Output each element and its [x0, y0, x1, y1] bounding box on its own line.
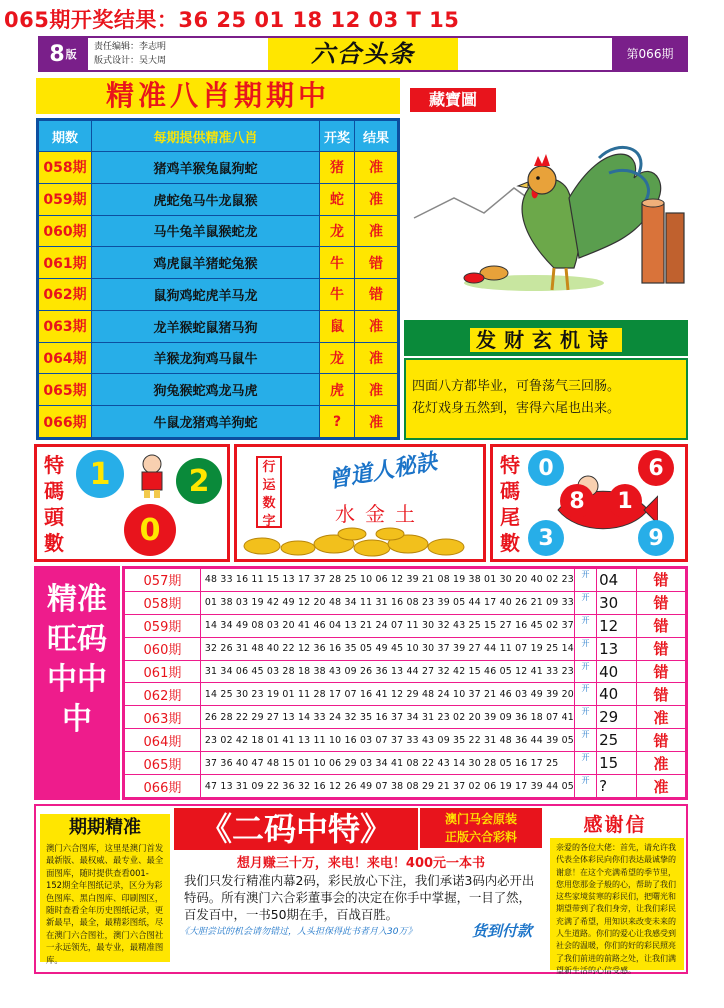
row-zodiacs: 龙羊猴蛇鼠猪马狗	[92, 310, 320, 342]
row-open: 牛	[320, 247, 355, 279]
table-row	[39, 374, 398, 406]
table-row	[125, 660, 686, 683]
tail-ball-5: 3	[528, 520, 564, 556]
row-result: 错	[637, 637, 686, 660]
gold-ingots-illustration	[240, 522, 480, 558]
row-period: 065期	[125, 752, 201, 775]
tail-digit-label: 特碼尾數	[500, 453, 520, 555]
row-numbers: 32 26 31 48 40 22 12 36 16 35 05 49 45 10 30 37 39 27 44 11 07 19 25 14	[200, 637, 574, 660]
thanks-text: 亲爱的各位大佬：首先，请允许我代表全体彩民向你们表达最诚挚的谢意！在这个充满希望的季节里，您用您那金子般的心，帮助了我们这些家境贫寒的彩民们，把曙光和期望带到了我们身旁，让我们彩民充满了希望，用知识来改变未来的人生道路。你们的爱心让我感受到社会的温暖，你们的好的彩民照亮了我们前进的前路之处，让我们满望新生活的心信受感。	[550, 838, 684, 970]
row-numbers: 47 13 31 09 22 36 32 16 12 26 49 07 38 08 29 21 37 02 06 19 17 39 44 05	[200, 775, 574, 798]
poem-line-2: 花灯戏身五然到，害得六尾也出来。	[412, 401, 621, 416]
row-zodiacs: 狗兔猴蛇鸡龙马虎	[92, 374, 320, 406]
table-row	[39, 310, 398, 342]
table-header-row	[39, 121, 398, 152]
table-row	[39, 247, 398, 279]
row-open-number: 04	[597, 569, 637, 592]
row-zodiacs: 鸡虎鼠羊猪蛇兔猴	[92, 247, 320, 279]
paper-title: 六合头条	[268, 38, 458, 70]
treasure-map-label: 藏寶圖	[410, 88, 496, 112]
warning-text: 《大胆尝试的机会请勿错过，人头担保得此书者月入30万》	[180, 927, 417, 937]
head-digit-label: 特碼頭數	[44, 453, 64, 555]
open-mark: 开	[574, 591, 596, 614]
row-numbers: 14 25 30 23 19 01 11 28 17 07 16 41 12 29 48 24 10 37 21 46 03 49 39 20	[200, 683, 574, 706]
row-period: 061期	[125, 660, 201, 683]
macau-line-1: 澳门马会原装	[444, 812, 517, 826]
row-period: 058期	[39, 152, 92, 184]
row-result: 错	[637, 660, 686, 683]
editor-credits	[94, 40, 254, 70]
hot-numbers-table	[122, 566, 688, 800]
issue-number: 第066期	[612, 38, 688, 70]
row-period: 057期	[125, 569, 201, 592]
col-period: 期数	[39, 121, 92, 152]
kids-illustration	[130, 452, 174, 500]
open-mark: 开	[574, 683, 596, 706]
row-open-number: 40	[597, 683, 637, 706]
row-zodiacs: 鼠狗鸡蛇虎羊马龙	[92, 279, 320, 311]
col-zodiacs: 每期提供精准八肖	[92, 121, 320, 152]
tail-ball-2: 6	[638, 450, 674, 486]
row-open: 龙	[320, 215, 355, 247]
hot-numbers-label: 精准旺码中中中	[34, 566, 120, 800]
five-elements: 水金土	[335, 502, 425, 526]
row-open: 牛	[320, 279, 355, 311]
slogan: 想月赚三十万，来电！来电！400元一本书	[236, 856, 486, 871]
row-result: 准	[355, 215, 398, 247]
poem-box	[404, 358, 688, 440]
table-row	[39, 215, 398, 247]
row-zodiacs: 猪鸡羊猴兔鼠狗蛇	[92, 152, 320, 184]
row-result: 准	[637, 706, 686, 729]
row-result: 错	[637, 683, 686, 706]
table-row	[39, 279, 398, 311]
row-result: 准	[355, 152, 398, 184]
every-issue-text: 澳门六合图库，这里是澳门首发最新版、最权威、最专业、最全面图库，随时提供查看001-152期全年图纸记录，区分为彩色图库、黑白图库、印刷图区，随时查看全年历史图纸记录，更新最早，最全，最精彩图纸，尽在澳门六合图社，澳门六合图社一永远领先，最专业，最精准图库。	[40, 838, 170, 962]
tail-ball-1: 0	[528, 450, 564, 486]
head-ball-1: 1	[76, 450, 124, 498]
col-result: 结果	[355, 121, 398, 152]
row-numbers: 26 28 22 29 27 13 14 33 24 32 35 16 37 34 31 23 02 20 39 09 36 18 07 41	[200, 706, 574, 729]
row-result: 错	[355, 247, 398, 279]
row-result: 准	[637, 775, 686, 798]
row-zodiacs: 牛鼠龙猪鸡羊狗蛇	[92, 406, 320, 438]
row-period: 066期	[125, 775, 201, 798]
col-open: 开奖	[320, 121, 355, 152]
row-period: 064期	[39, 342, 92, 374]
row-result: 准	[637, 752, 686, 775]
row-period: 062期	[39, 279, 92, 311]
table-row	[125, 637, 686, 660]
secret-title: 曾道人秘訣	[326, 449, 440, 494]
open-mark: 开	[574, 569, 596, 592]
row-open-number: 25	[597, 729, 637, 752]
page-number	[38, 36, 88, 72]
row-open-number: 12	[597, 614, 637, 637]
open-mark: 开	[574, 706, 596, 729]
row-zodiacs: 马牛兔羊鼠猴蛇龙	[92, 215, 320, 247]
row-result: 准	[355, 406, 398, 438]
macau-line-2: 正版六合彩料	[444, 830, 517, 844]
row-open-number: 30	[597, 591, 637, 614]
latest-result-banner: 065期开奖结果：36 25 01 18 12 03 T 15	[4, 8, 460, 32]
row-numbers: 37 36 40 47 48 15 01 10 06 29 03 34 41 08 22 43 14 30 28 05 16 17 25	[200, 752, 574, 775]
eight-zodiac-title: 精准八肖期期中	[36, 78, 400, 114]
row-period: 065期	[39, 374, 92, 406]
poem-title	[404, 320, 688, 356]
table-row	[125, 683, 686, 706]
row-open: 龙	[320, 342, 355, 374]
tail-ball-4: 1	[608, 484, 642, 518]
row-result: 准	[355, 342, 398, 374]
head-ball-2: 2	[176, 458, 222, 504]
head-ball-3: 0	[124, 504, 176, 556]
row-open: 鼠	[320, 310, 355, 342]
macau-badge	[420, 808, 542, 848]
row-period: 063期	[39, 310, 92, 342]
open-mark: 开	[574, 637, 596, 660]
row-result: 错	[637, 591, 686, 614]
row-period: 063期	[125, 706, 201, 729]
table-row	[39, 183, 398, 215]
row-open-number: 15	[597, 752, 637, 775]
designer-name: 版式设计：吴大周	[94, 56, 167, 66]
row-period: 062期	[125, 683, 201, 706]
open-mark: 开	[574, 729, 596, 752]
eight-zodiac-table	[36, 118, 400, 440]
row-open: 蛇	[320, 183, 355, 215]
poem-title-text: 发财玄机诗	[470, 328, 622, 352]
rooster-illustration	[404, 118, 690, 316]
page-suffix: 版	[65, 48, 77, 61]
open-mark: 开	[574, 775, 596, 798]
table-row	[125, 614, 686, 637]
tail-ball-6: 9	[638, 520, 674, 556]
poem-line-1: 四面八方都毕业，可鲁荡气三回肠。	[412, 379, 621, 394]
table-row	[39, 406, 398, 438]
row-result: 准	[355, 374, 398, 406]
row-zodiacs: 羊猴龙狗鸡马鼠牛	[92, 342, 320, 374]
promise-text: 我们只发行精准内幕2码，彩民放心下注，我们承诺3码内必开出特码。所有澳门六合彩董事会的决定在你手中掌握，一目了然，百发百中，一书50期在手，百战百胜。	[184, 873, 535, 922]
row-numbers: 48 33 16 11 15 13 17 37 28 25 10 06 12 39 21 08 19 38 01 30 20 40 02 23	[200, 569, 574, 592]
row-open-number: ?	[597, 775, 637, 798]
row-result: 错	[637, 614, 686, 637]
table-row	[39, 152, 398, 184]
table-row	[125, 729, 686, 752]
cash-on-delivery: 货到付款	[472, 922, 533, 940]
row-open-number: 29	[597, 706, 637, 729]
tail-ball-3: 8	[560, 484, 594, 518]
row-result: 错	[355, 279, 398, 311]
table-row	[125, 706, 686, 729]
row-period: 059期	[125, 614, 201, 637]
row-numbers: 31 34 06 45 03 28 18 38 43 09 26 36 13 44 27 32 42 15 46 05 12 41 33 23	[200, 660, 574, 683]
row-period: 058期	[125, 591, 201, 614]
row-period: 059期	[39, 183, 92, 215]
row-open: 猪	[320, 152, 355, 184]
thanks-title: 感谢信	[583, 814, 647, 836]
row-period: 061期	[39, 247, 92, 279]
two-code-title: 《二码中特》	[174, 808, 418, 850]
row-open-number: 40	[597, 660, 637, 683]
row-open: ?	[320, 406, 355, 438]
row-period: 066期	[39, 406, 92, 438]
row-open: 虎	[320, 374, 355, 406]
row-open-number: 13	[597, 637, 637, 660]
open-mark: 开	[574, 752, 596, 775]
row-result: 准	[355, 183, 398, 215]
every-issue-title: 期期精准	[40, 814, 170, 842]
row-result: 错	[637, 729, 686, 752]
table-row	[125, 569, 686, 592]
table-row	[39, 342, 398, 374]
row-numbers: 01 38 03 19 42 49 12 20 48 34 11 31 16 08 23 39 05 44 17 40 26 21 09 33	[200, 591, 574, 614]
row-period: 060期	[125, 637, 201, 660]
table-row	[125, 775, 686, 798]
row-result: 准	[355, 310, 398, 342]
row-numbers: 23 02 42 18 01 41 13 11 10 16 03 07 37 33 43 09 35 22 31 48 36 44 39 05	[200, 729, 574, 752]
row-result: 错	[637, 569, 686, 592]
open-mark: 开	[574, 660, 596, 683]
open-mark: 开	[574, 614, 596, 637]
page-number-value: 8	[49, 41, 65, 67]
row-zodiacs: 虎蛇兔马牛龙鼠猴	[92, 183, 320, 215]
table-row	[125, 591, 686, 614]
row-period: 064期	[125, 729, 201, 752]
row-period: 060期	[39, 215, 92, 247]
lucky-number-label: 行运数字	[256, 456, 282, 528]
row-numbers: 14 34 49 08 03 20 41 46 04 13 21 24 07 11 30 32 43 25 15 27 16 45 02 37	[200, 614, 574, 637]
editor-name: 责任编辑：李志明	[94, 42, 167, 52]
table-row	[125, 752, 686, 775]
